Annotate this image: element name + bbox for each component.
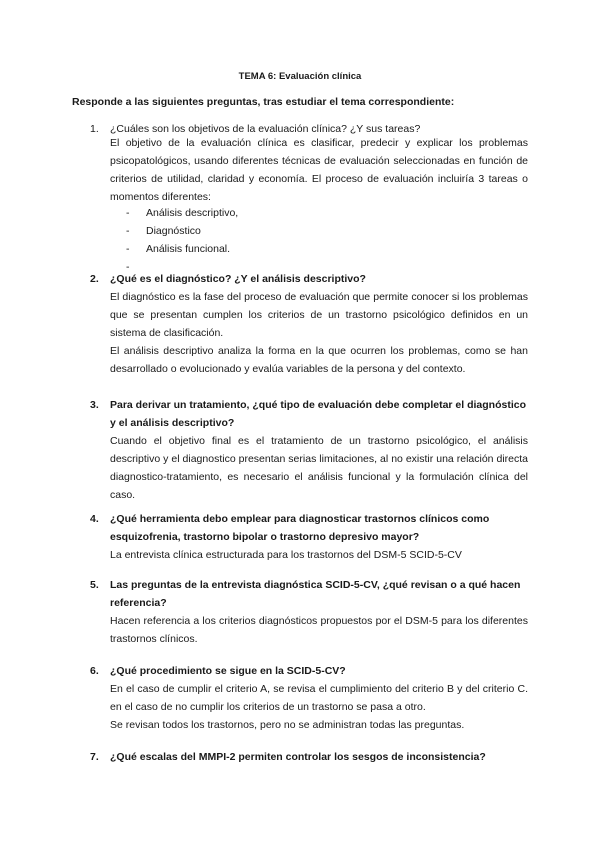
question-text: ¿Cuáles son los objetivos de la evaluación clínica? ¿Y sus tareas? [110, 123, 421, 135]
question-number: 2. [90, 273, 99, 285]
answer-1: El objetivo de la evaluación clínica es clasificar, predecir y explicar los problemas psicopatológicos, usando diferentes técnicas de evaluación seleccionadas en función de criterios de utilidad, claridad y economía. El proceso de evaluación incluiría 3 tareas o momentos diferentes: [110, 137, 528, 203]
question-number: 5. [90, 579, 99, 591]
answer-2-continued: El análisis descriptivo analiza la forma en la que ocurren los problemas, como se han desarrollado o evolucionado y evalúa variables de la persona y del contexto. [110, 345, 528, 375]
question-number: 3. [90, 399, 99, 411]
question-text: ¿Qué es el diagnóstico? ¿Y el análisis descriptivo? [110, 273, 366, 285]
answer-2: El diagnóstico es la fase del proceso de evaluación que permite conocer si los problemas que se presentan cumplen los criterios de un trastorno psicológico definidos en un sistema de clasificación. [110, 291, 528, 339]
question-4 [90, 510, 528, 546]
question-2 [90, 270, 528, 288]
question-3 [90, 396, 528, 432]
question-text: ¿Qué escalas del MMPI-2 permiten controlar los sesgos de inconsistencia? [110, 751, 486, 763]
answer-4: La entrevista clínica estructurada para los trastornos del DSM-5 SCID-5-CV [110, 549, 462, 561]
question-5 [90, 576, 528, 612]
answer-5: Hacen referencia a los criterios diagnósticos propuestos por el DSM-5 para los diferentes trastornos clínicos. [110, 615, 528, 645]
question-number: 4. [90, 513, 99, 525]
list-item: - Análisis funcional. [126, 243, 231, 255]
question-number: 6. [90, 665, 99, 677]
question-text: Las preguntas de la entrevista diagnóstica SCID-5-CV, ¿qué revisan o a qué hacen referencia? [110, 579, 521, 609]
question-text: ¿Qué herramienta debo emplear para diagnosticar trastornos clínicos como esquizofrenia, trastorno bipolar o trastorno depresivo mayor? [110, 513, 490, 543]
list-item: - Análisis descriptivo, [126, 207, 239, 219]
list-item: - [126, 261, 130, 273]
answer-6: En el caso de cumplir el criterio A, se revisa el cumplimiento del criterio B y del criterio C. en el caso de no cumplir los criterios de un trastorno se pasa a otro. [110, 683, 528, 713]
question-number: 7. [90, 751, 99, 763]
answer-6-continued: Se revisan todos los trastornos, pero no se administran todas las preguntas. [110, 719, 465, 731]
bullet-list [126, 204, 426, 276]
document-title: TEMA 6: Evaluación clínica [238, 71, 362, 82]
instructions: Responde a las siguientes preguntas, tras estudiar el tema correspondiente: [72, 96, 455, 108]
list-item: - Diagnóstico [126, 225, 201, 237]
answer-3: Cuando el objetivo final es el tratamiento de un trastorno psicológico, el análisis descriptivo y el diagnostico presentan serias limitaciones, al no existir una relación directa diagnostico-tratamiento, es necesario el análisis funcional y la formulación clínica del caso. [110, 435, 528, 501]
question-text: ¿Qué procedimiento se sigue en la SCID-5-CV? [110, 665, 346, 677]
question-7 [90, 748, 528, 766]
question-number: 1. [90, 123, 99, 135]
question-text: Para derivar un tratamiento, ¿qué tipo de evaluación debe completar el diagnóstico y el análisis descriptivo? [110, 399, 527, 429]
question-6 [90, 662, 528, 680]
